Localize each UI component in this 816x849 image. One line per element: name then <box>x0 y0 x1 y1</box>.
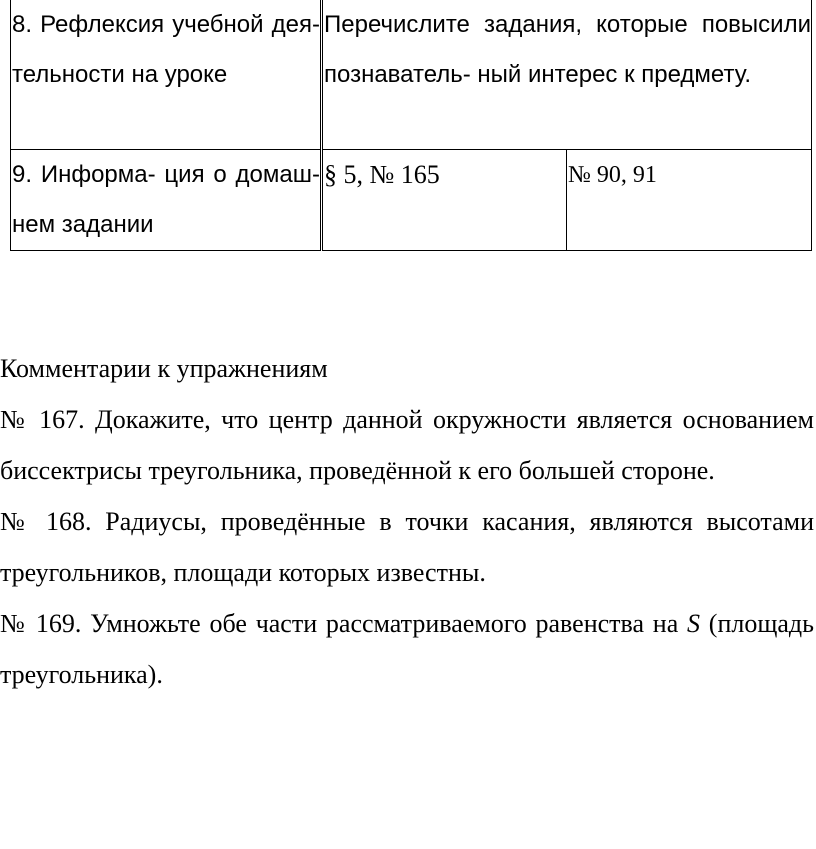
table-row-homework <box>11 150 812 251</box>
comment-item-168: № 168. Радиусы, проведённые в точки касания, являются высотами треугольников, площади которых известны. <box>0 507 814 587</box>
comments-heading: Комментарии к упражнениям <box>0 354 328 383</box>
comment-item-169-tail: (площадь треугольника). <box>0 609 815 689</box>
exercise-comments <box>0 343 814 700</box>
lesson-plan-table <box>10 0 812 251</box>
table-row-reflection <box>11 0 812 150</box>
area-variable: S <box>687 609 701 638</box>
stage-cell: 8. Рефлексия учебной дея- тельности на уроке <box>11 0 322 150</box>
homework-main-cell: § 5, № 165 <box>322 150 567 251</box>
comment-item-169 <box>0 598 814 700</box>
teacher-task-cell: Перечислите задания, которые повысили познаватель- ный интерес к предмету. <box>322 0 812 150</box>
stage-cell: 9. Информа- ция о домаш- нем задании <box>11 150 322 251</box>
comment-item-167: № 167. Докажите, что центр данной окружности является основанием биссектрисы треугольника, проведённой к его большей стороне. <box>0 405 814 485</box>
comment-item-169-text: № 169. Умножьте обе части рассматриваемого равенства на <box>0 609 679 638</box>
homework-extra-cell: № 90, 91 <box>567 150 812 251</box>
